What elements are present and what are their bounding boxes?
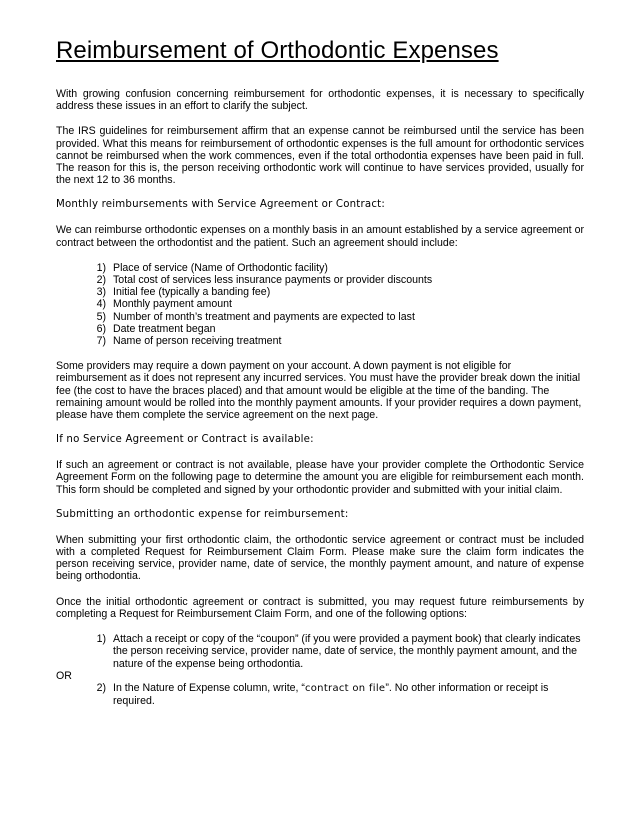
section-heading-no-agreement: If no Service Agreement or Contract is available: bbox=[56, 434, 314, 446]
list-item: 5) Number of month’s treatment and payments are expected to last bbox=[96, 310, 415, 323]
contract-on-file-text: contract on file bbox=[304, 682, 386, 694]
option-item-contract-on-file: 2) In the Nature of Expense column, write, “contract on file”. No other information or receipt is required. bbox=[96, 681, 549, 708]
list-item: 4) Monthly payment amount bbox=[96, 298, 232, 311]
list-item: 3) Initial fee (typically a banding fee) bbox=[96, 286, 271, 299]
list-item: 1) Place of service (Name of Orthodontic facility) bbox=[96, 261, 328, 274]
section-heading-monthly: Monthly reimbursements with Service Agreement or Contract: bbox=[56, 199, 385, 211]
list-item: 6) Date treatment began bbox=[96, 322, 216, 335]
no-agreement-paragraph: If such an agreement or contract is not available, please have your provider complete the Orthodontic Service Agreement Form on the following page to determine the amount you are eligible for reimbursement each month. This form should be completed and signed by your orthodontic provider and submitted with your initial claim. bbox=[56, 459, 584, 496]
agreement-items-list bbox=[56, 262, 584, 347]
submitting-paragraph: When submitting your first orthodontic claim, the orthodontic service agreement or contract must be included with a completed Request for Reimbursement Claim Form. Please make sure the claim form indicates the person receiving service, provider name, date of service, the monthly payment amount, and nature of expense being orthodontia. bbox=[56, 533, 584, 583]
options-list bbox=[56, 633, 584, 670]
page-title: Reimbursement of Orthodontic Expenses bbox=[56, 37, 499, 64]
agreement-paragraph: We can reimburse orthodontic expenses on a monthly basis in an amount established by a service agreement or contract between the orthodontist and the patient. Such an agreement should include: bbox=[56, 224, 584, 249]
irs-paragraph: The IRS guidelines for reimbursement affirm that an expense cannot be reimbursed until the service has been provided. What this means for reimbursement of orthodontic expenses is the full amount for orthodontic services cannot be reimbursed when the work commences, even if the total orthodontia expenses have been paid in full. The reason for this is, the person receiving orthodontic work will continue to have services provided, usually for the next 12 to 36 months. bbox=[56, 125, 584, 187]
list-item: 7) Name of person receiving treatment bbox=[96, 335, 282, 348]
option-item-receipt: 1) Attach a receipt or copy of the “coupon” (if you were provided a payment book) that clearly indicates the person receiving service, provider name, date of service, the monthly payment amount, and the nature of the expense being orthodontia. bbox=[96, 633, 581, 670]
section-heading-submitting: Submitting an orthodontic expense for reimbursement: bbox=[56, 508, 349, 520]
list-item: 2) Total cost of services less insurance payments or provider discounts bbox=[96, 274, 433, 287]
future-claims-paragraph: Once the initial orthodontic agreement or contract is submitted, you may request future reimbursements by completing a Request for Reimbursement Claim Form, and one of the following options: bbox=[56, 595, 584, 620]
document-page bbox=[56, 36, 584, 707]
down-payment-paragraph: Some providers may require a down payment on your account. A down payment is not eligible for reimbursement as it does not represent any incurred services. You must have the provider break down the initial fee (the cost to have the braces placed) and that amount would be eligible at the time of the banding. The remaining amount would be rolled into the monthly payment amounts. If your provider requires a down payment, please have them complete the service agreement on the next page. bbox=[56, 360, 582, 422]
or-separator: OR bbox=[56, 669, 72, 682]
intro-paragraph: With growing confusion concerning reimbursement for orthodontic expenses, it is necessary to specifically address these issues in an effort to clarify the subject. bbox=[56, 88, 584, 113]
